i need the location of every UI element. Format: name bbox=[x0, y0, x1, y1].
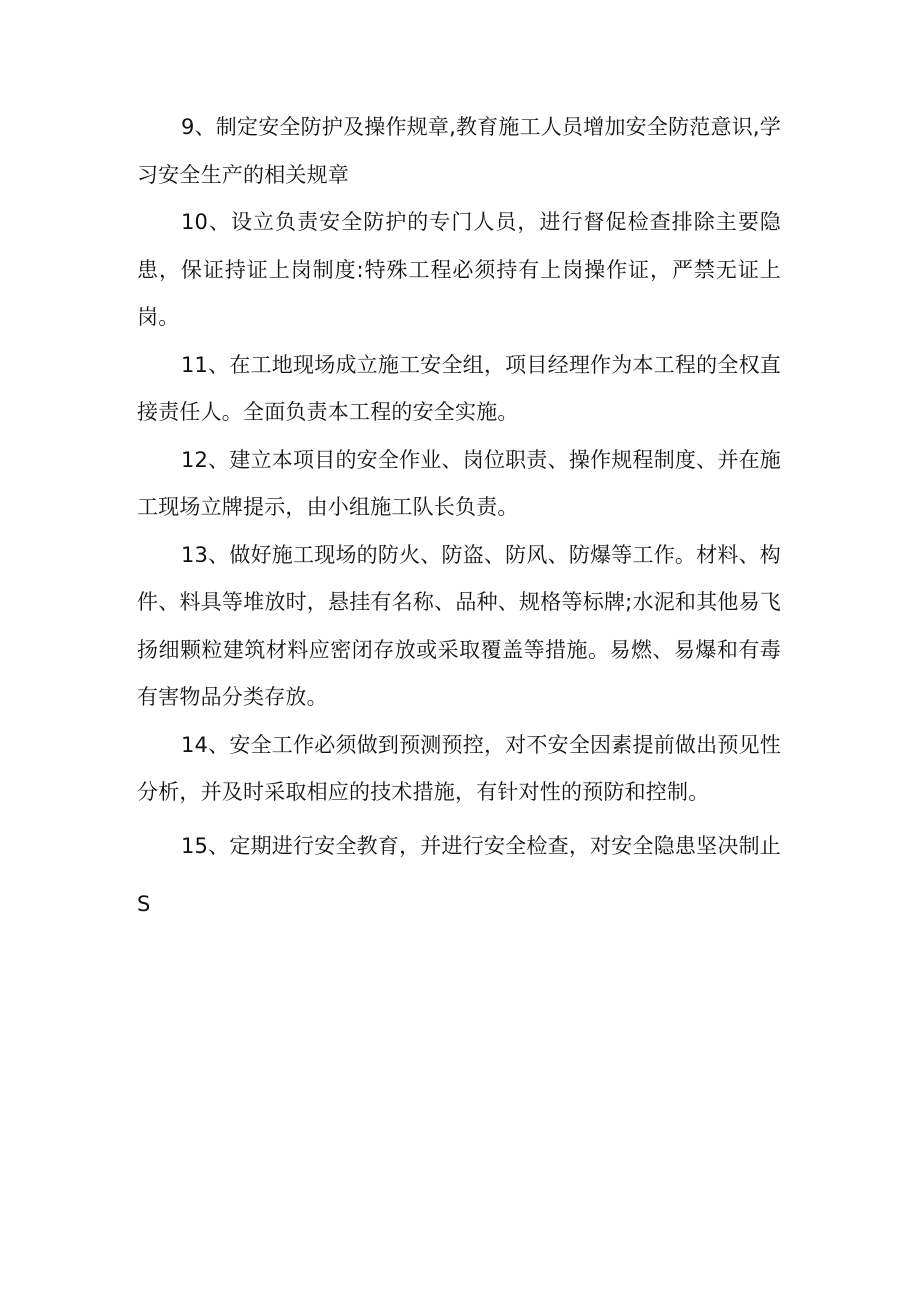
paragraph-11: 11、在工地现场成立施工安全组，项目经理作为本工程的全权直接责任人。全面负责本工程的安全实施。 bbox=[137, 352, 781, 424]
paragraph-14: 14、安全工作必须做到预测预控，对不安全因素提前做出预见性分析，并及时采取相应的技术措施，有针对性的预防和控制。 bbox=[137, 732, 781, 804]
document-body bbox=[137, 104, 781, 933]
paragraph-10: 10、设立负责安全防护的专门人员，进行督促检查排除主要隐患，保证持证上岗制度:特殊工程必须持有上岗操作证，严禁无证上岗。 bbox=[137, 210, 781, 329]
paragraph-12: 12、建立本项目的安全作业、岗位职责、操作规程制度、并在施工现场立牌提示，由小组施工队长负责。 bbox=[137, 447, 781, 519]
paragraph-9: 9、制定安全防护及操作规章,教育施工人员增加安全防范意识,学习安全生产的相关规章 bbox=[137, 115, 781, 187]
paragraph-15: 15、定期进行安全教育，并进行安全检查，对安全隐患坚决制止S bbox=[137, 833, 781, 916]
paragraph-13: 13、做好施工现场的防火、防盗、防风、防爆等工作。材料、构件、料具等堆放时，悬挂有名称、品种、规格等标牌;水泥和其他易飞扬细颗粒建筑材料应密闭存放或采取覆盖等措施。易燃、易爆和有毒有害物品分类存放。 bbox=[137, 542, 781, 709]
